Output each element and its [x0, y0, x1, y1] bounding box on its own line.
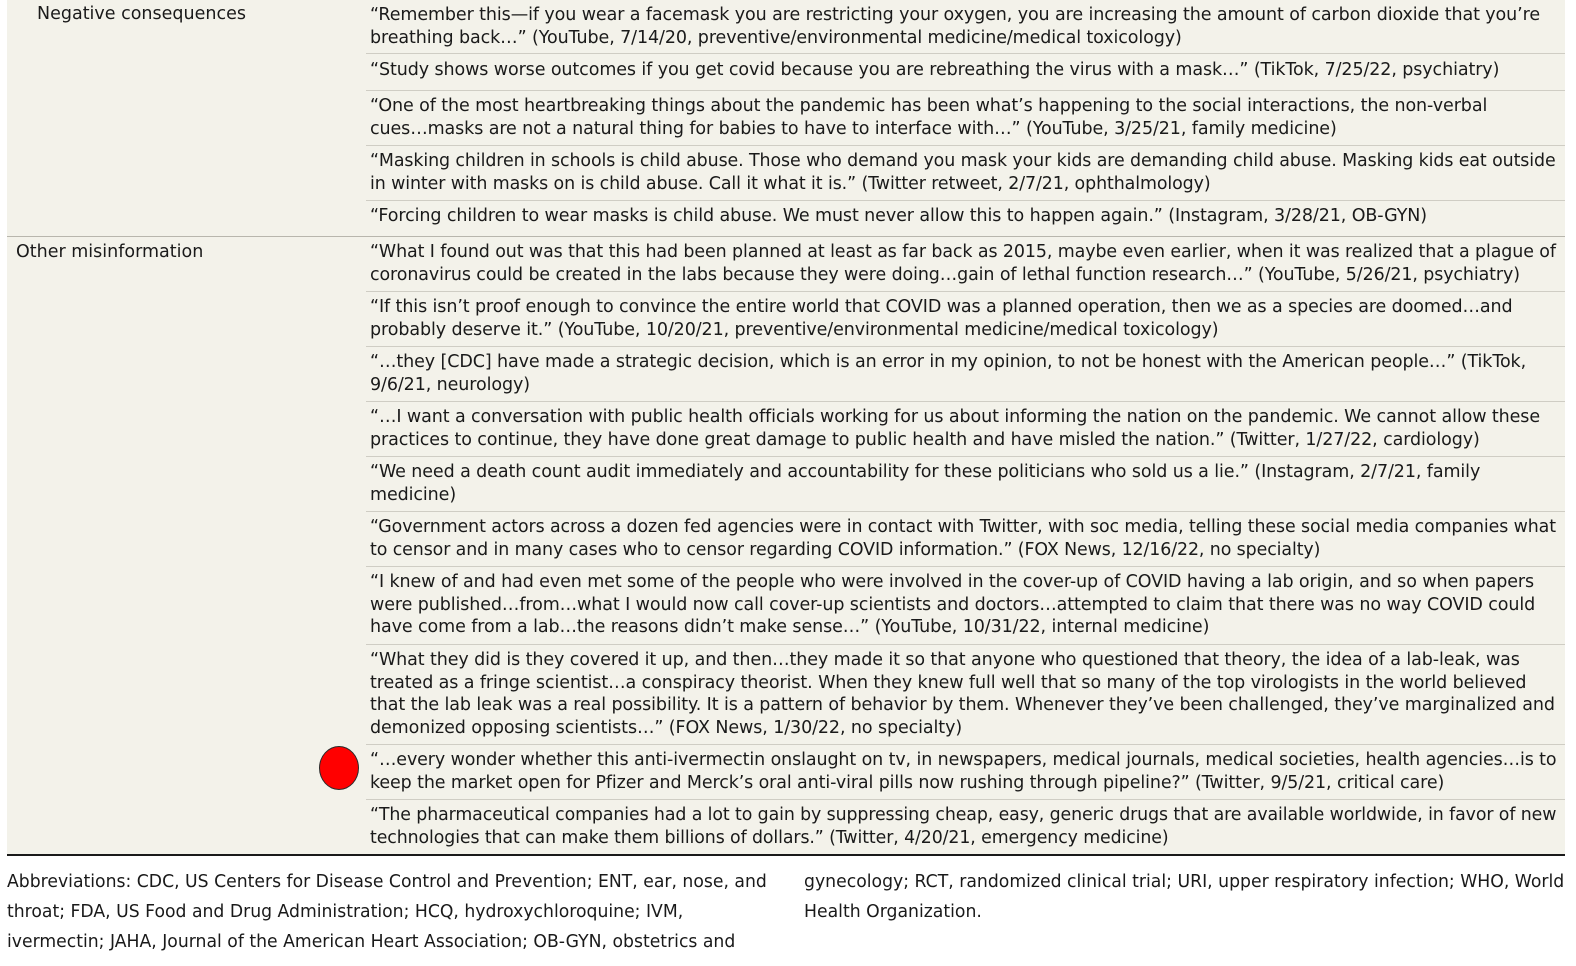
quote-line: “Study shows worse outcomes if you get covid because you are rebreathing the virus with a mask…” (TikTok, 7/25/22, psychiatry)	[370, 60, 1500, 80]
quote-row	[370, 649, 1555, 739]
quote-line: technologies that can make them billions of dollars.” (Twitter, 4/20/21, emergency medicine)	[370, 827, 1169, 848]
footnote-line: Health Organization.	[804, 901, 982, 922]
group-divider	[7, 236, 1565, 237]
row-divider	[366, 456, 1565, 457]
quote-line: “What I found out was that this had been planned at least as far back as 2015, maybe even earlier, when it was realized that a plague of	[370, 242, 1556, 262]
category-other-misinformation: Other misinformation	[16, 242, 204, 262]
quote-line: were published…from…what I would now call cover-up scientists and doctors…attempted to claim that there was no way COVID could	[370, 594, 1536, 615]
row-divider	[366, 53, 1565, 54]
quote-line: “I knew of and had even met some of the people who were involved in the cover-up of COVID having a lab origin, and so when papers	[370, 572, 1535, 592]
footnote-left	[7, 867, 801, 957]
quote-row	[370, 351, 1526, 396]
quote-line: practices to continue, they have done great damage to public health and have misled the nation.” (Twitter, 1/27/22, cardiology)	[370, 429, 1480, 450]
row-divider	[366, 90, 1565, 91]
quote-row	[370, 4, 1540, 49]
footnote-line: Abbreviations: CDC, US Centers for Disease Control and Prevention; ENT, ear, nose, and	[7, 871, 767, 892]
quote-line: “One of the most heartbreaking things about the pandemic has been what’s happening to the social interactions, the non-verbal	[370, 96, 1488, 116]
quote-line: demonized opposing scientists…” (FOX News, 1/30/22, no specialty)	[370, 717, 963, 738]
quote-row	[370, 461, 1480, 506]
quote-line: coronavirus could be created in the labs because they were doing…gain of lethal function research…” (YouTube, 5/26/21, psychiatry)	[370, 264, 1520, 285]
quote-line: have come from a lab…the reasons didn’t make sense…” (YouTube, 10/31/22, internal medicine)	[370, 617, 1210, 637]
quote-row	[370, 571, 1535, 639]
row-divider	[366, 744, 1565, 745]
quote-line: in winter with masks on is child abuse. Call it what it is.” (Twitter retweet, 2/7/21, ophthalmology)	[370, 173, 1211, 194]
row-divider	[366, 145, 1565, 146]
quote-row	[370, 59, 1499, 82]
quote-line: “…they [CDC] have made a strategic decision, which is an error in my opinion, to not be honest with the American people…” (TikTok,	[370, 352, 1527, 372]
row-divider	[366, 511, 1565, 512]
row-divider	[366, 346, 1565, 347]
category-negative-consequences: Negative consequences	[37, 4, 246, 24]
row-divider	[366, 644, 1565, 645]
row-divider	[366, 291, 1565, 292]
quote-row	[370, 296, 1513, 341]
quote-line: medicine)	[370, 484, 457, 505]
quote-line: “What they did is they covered it up, and then…they made it so that anyone who questioned that theory, the idea of a lab-leak, was	[370, 650, 1520, 670]
red-circle-marker	[319, 746, 359, 790]
quote-line: “Government actors across a dozen fed agencies were in contact with Twitter, with soc media, telling these social media companies what	[370, 517, 1556, 537]
quote-row	[370, 241, 1560, 286]
quote-line: that the lab leak was a real possibility. It is a pattern of behavior by them. Whenever they’ve been challenged, they’ve marginalized and	[370, 695, 1555, 715]
quote-row	[370, 804, 1566, 849]
quote-row	[370, 150, 1562, 195]
quote-line: “If this isn’t proof enough to convince the entire world that COVID was a planned operation, then we as a species are doomed…and	[370, 297, 1513, 317]
quote-line: cues…masks are not a natural thing for babies to have to interface with…” (YouTube, 3/25/21, family medicine)	[370, 118, 1337, 139]
footnote-right	[804, 867, 1576, 927]
quote-line: keep the market open for Pfizer and Merck’s oral anti-viral pills now rushing through pipeline?” (Twitter, 9/5/21, critical care)	[370, 772, 1445, 793]
quote-line: treated as a fringe scientist…a conspiracy theorist. When they knew full well that so many of the top virologists in the world believed	[370, 672, 1527, 693]
quote-row	[370, 406, 1540, 451]
quote-line: “…I want a conversation with public health officials working for us about informing the nation on the pandemic. We cannot allow these	[370, 407, 1540, 427]
quote-row	[370, 95, 1487, 140]
quote-line: breathing back…” (YouTube, 7/14/20, preventive/environmental medicine/medical toxicology)	[370, 27, 1182, 48]
footnote-line: throat; FDA, US Food and Drug Administration; HCQ, hydroxychloroquine; IVM,	[7, 901, 684, 922]
quote-line: to censor and in many cases who to censor regarding COVID information.” (FOX News, 12/16/22, no specialty)	[370, 539, 1321, 560]
quote-row	[370, 749, 1559, 794]
quote-line: “Remember this—if you wear a facemask you are restricting your oxygen, you are increasing the amount of carbon dioxide that you’re	[370, 5, 1540, 25]
quote-line: “…every wonder whether this anti-ivermectin onslaught on tv, in newspapers, medical journals, medical societies, health agencies…is to	[370, 750, 1557, 770]
quote-row	[370, 516, 1563, 561]
footnote-line: gynecology; RCT, randomized clinical trial; URI, upper respiratory infection; WHO, World	[804, 871, 1565, 892]
quote-line: probably deserve it.” (YouTube, 10/20/21, preventive/environmental medicine/medical toxicology)	[370, 319, 1219, 340]
quote-line: “Forcing children to wear masks is child abuse. We must never allow this to happen again.” (Instagram, 3/28/21, OB-GYN)	[370, 206, 1428, 226]
row-divider	[366, 200, 1565, 201]
quote-line: 9/6/21, neurology)	[370, 374, 530, 395]
quote-row	[370, 205, 1427, 228]
table-bottom-rule	[7, 854, 1565, 856]
row-divider	[366, 799, 1565, 800]
footnote-line: ivermectin; JAHA, Journal of the American Heart Association; OB-GYN, obstetrics and	[7, 931, 736, 952]
quote-line: “We need a death count audit immediately and accountability for these politicians who sold us a lie.” (Instagram, 2/7/21, family	[370, 462, 1481, 482]
quote-line: “Masking children in schools is child abuse. Those who demand you mask your kids are demanding child abuse. Masking kids eat outside	[370, 151, 1556, 171]
row-divider	[366, 401, 1565, 402]
row-divider	[366, 566, 1565, 567]
quote-line: “The pharmaceutical companies had a lot to gain by suppressing cheap, easy, generic drugs that are available worldwide, in favor of new	[370, 805, 1557, 825]
